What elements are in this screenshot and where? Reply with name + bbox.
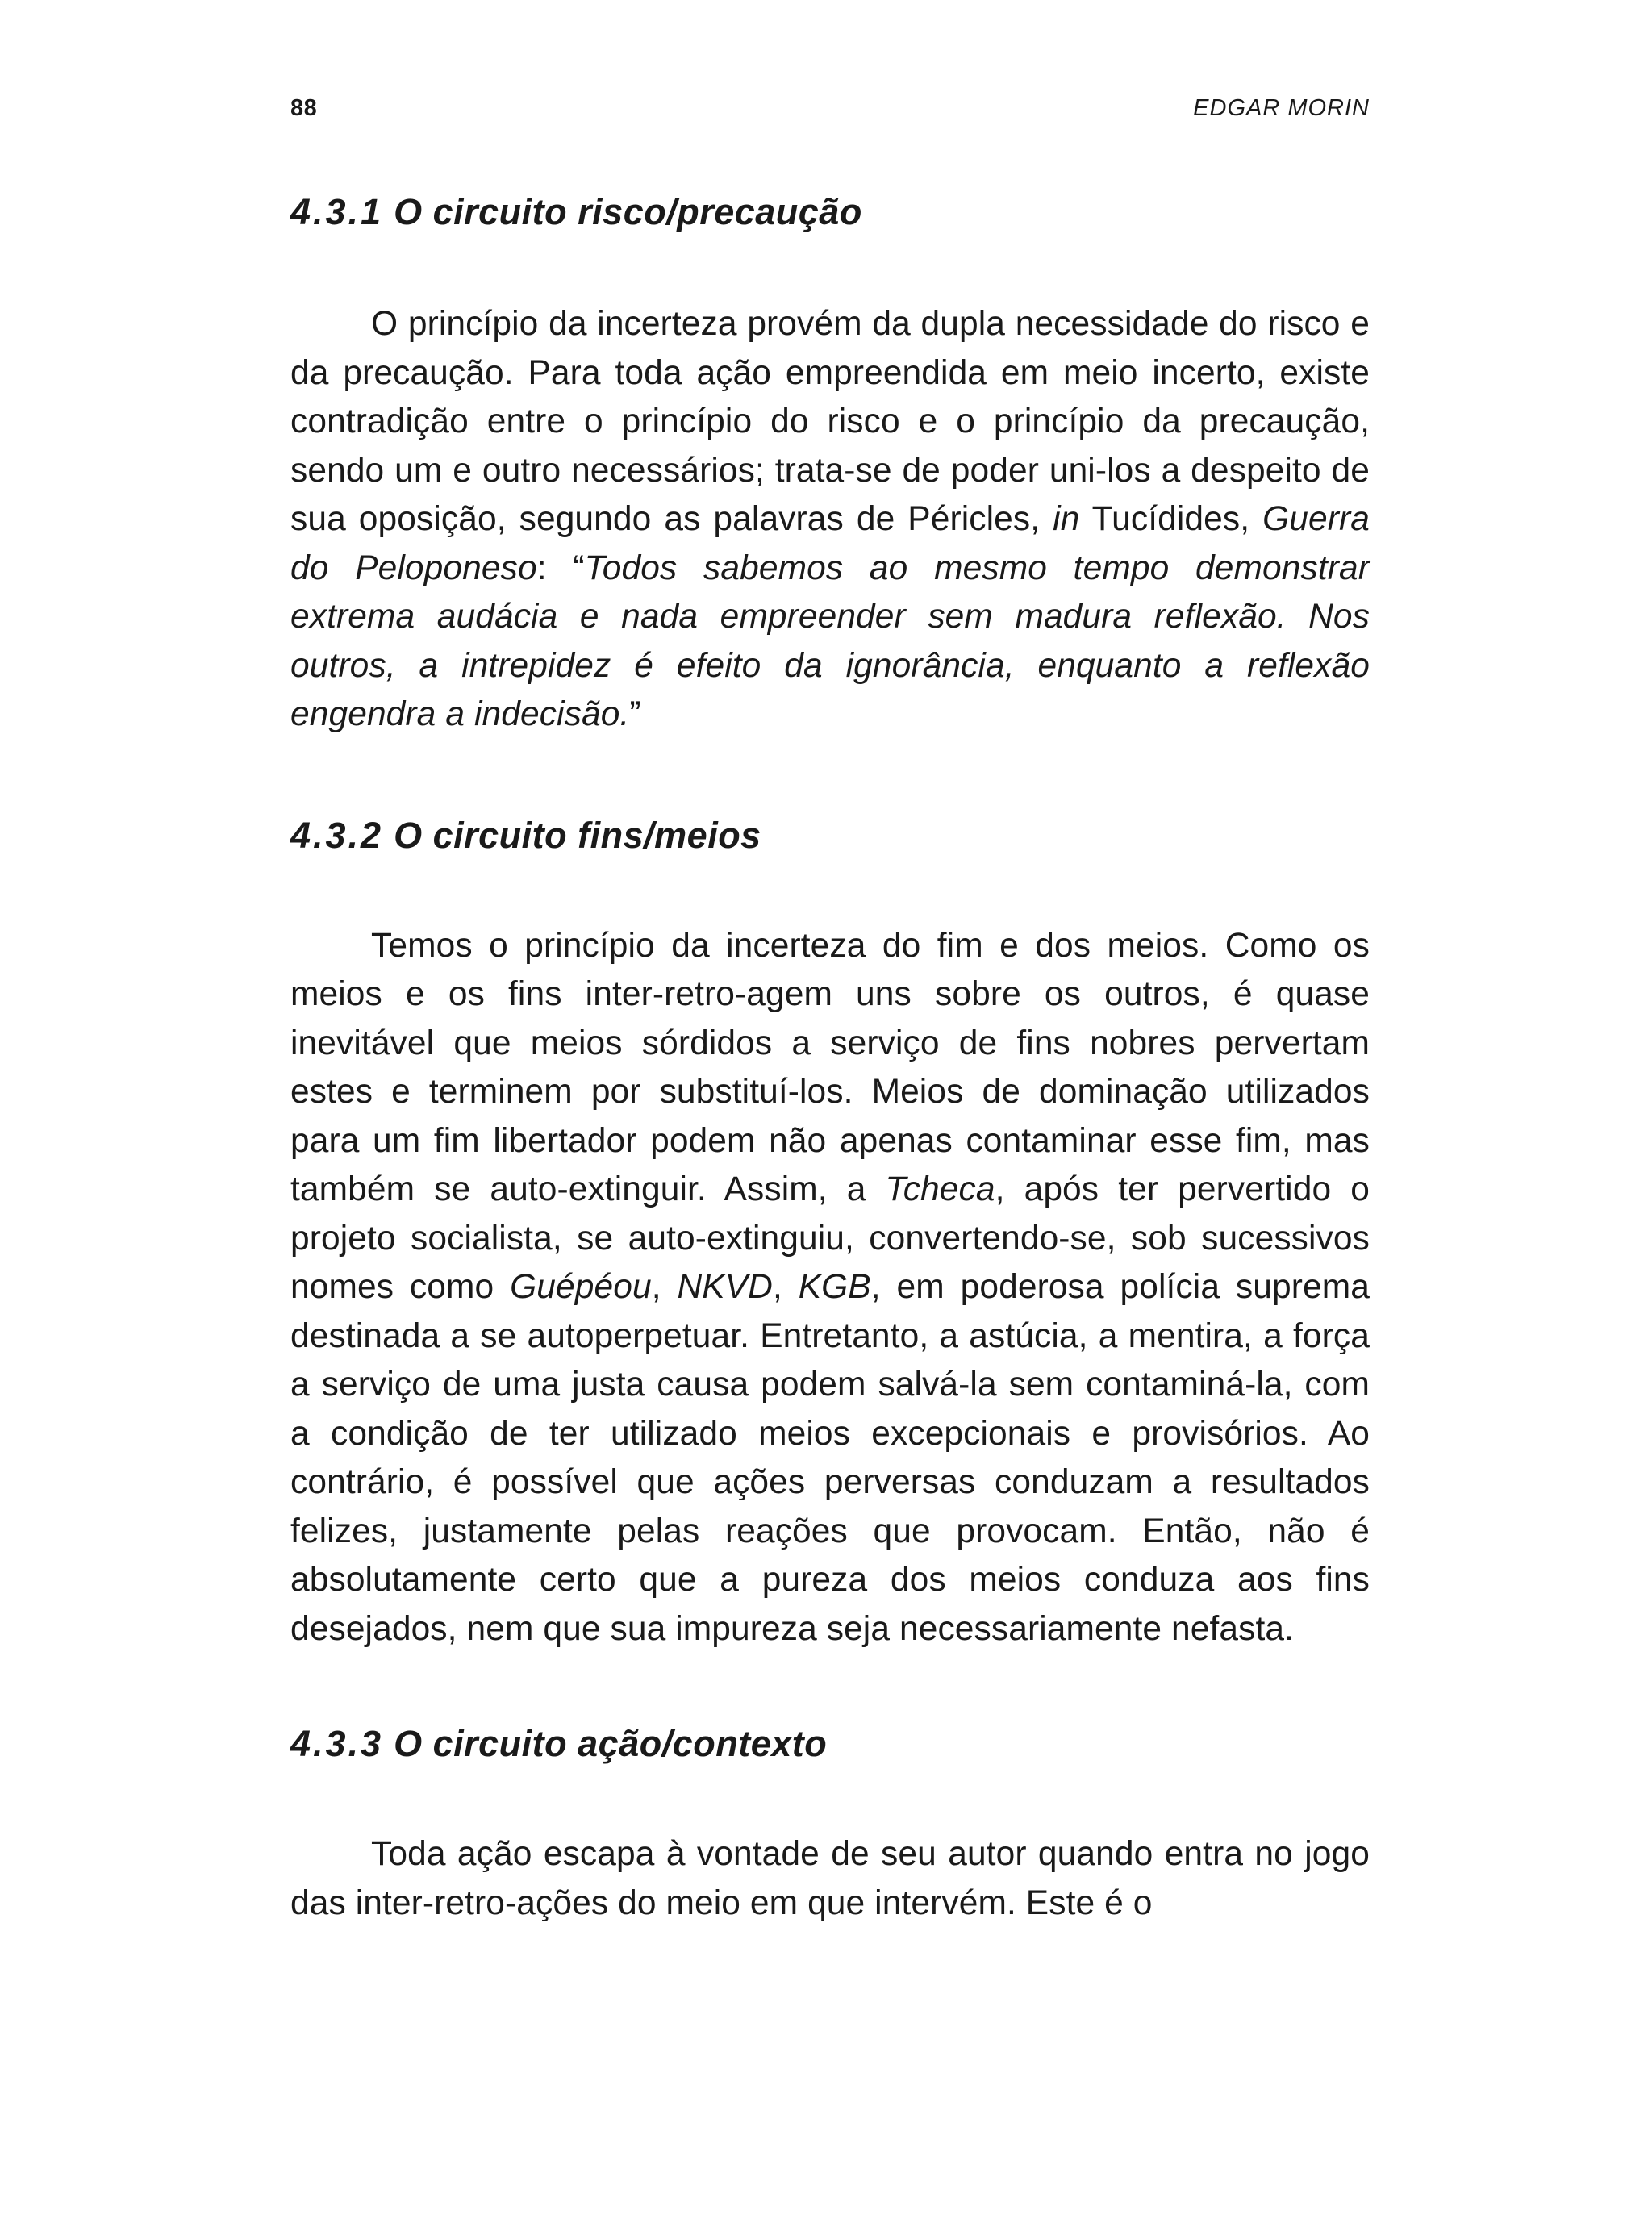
paragraph-risco-precaucao — [290, 300, 1370, 740]
text-run: , após ter pervertido o projeto socialista, se auto-extinguiu, convertendo-se, sob sucessivos nomes como — [290, 1170, 1370, 1306]
italic-run: Guépéou — [510, 1268, 652, 1306]
running-title: EDGAR MORIN — [1193, 95, 1370, 121]
paragraph-acao-contexto — [290, 1830, 1370, 1928]
page-body — [290, 181, 1370, 1928]
text-run: , em poderosa polícia suprema destinada a se autoperpetuar. Entretanto, a astúcia, a mentira, a força a serviço de uma justa causa podem salvá-la sem contaminá-la, com a condição de ter utilizado meios excepcionais e provisórios. Ao contrário, é possível que ações perversas conduzam a resultados felizes, justamente pelas reações que provocam. Então, não é absolutamente certo que a pureza dos meios conduza aos fins desejados, nem que sua impureza seja necessariamente nefasta. — [290, 1268, 1370, 1648]
section-number: 4.3.2 — [290, 814, 384, 856]
section-title: O circuito fins/meios — [394, 814, 761, 856]
italic-run: Tcheca — [885, 1170, 995, 1208]
italic-run: KGB — [798, 1268, 871, 1306]
section-heading-4-3-2 — [290, 815, 1370, 857]
section-number: 4.3.1 — [290, 191, 384, 232]
text-run: : “ — [536, 549, 585, 587]
text-run: Temos o princípio da incerteza do fim e dos meios. Como os meios e os fins inter-retro-agem uns sobre os outros, é quase inevitável que meios sórdidos a serviço de fins nobres pervertam estes e terminem por substituí-los. Meios de dominação utilizados para um fim libertador podem não apenas contaminar esse fim, mas também se auto-extinguir. Assim, a — [290, 926, 1370, 1208]
italic-run: Guerra do Peloponeso — [290, 500, 1370, 587]
text-run: , — [651, 1268, 678, 1306]
paragraph-fins-meios — [290, 922, 1370, 1654]
text-run: Tucídides, — [1079, 500, 1263, 538]
italic-run: in — [1053, 500, 1080, 538]
text-run: , — [772, 1268, 799, 1306]
section-heading-4-3-1 — [290, 191, 1370, 233]
page-number: 88 — [290, 95, 318, 121]
text-run: ” — [629, 695, 641, 733]
text-run: Toda ação escapa à vontade de seu autor quando entra no jogo das inter-retro-ações do meio em que intervém. Este é o — [290, 1835, 1370, 1922]
section-heading-4-3-3 — [290, 1723, 1370, 1765]
text-run: O princípio da incerteza provém da dupla necessidade do risco e da precaução. Para toda ação empreendida em meio incerto, existe contradição entre o princípio do risco e o princípio da precaução, sendo um e outro necessários; trata-se de poder uni-los a despeito de sua oposição, segundo as palavras de Péricles, — [290, 305, 1370, 538]
section-number: 4.3.3 — [290, 1723, 384, 1764]
italic-run: NKVD — [677, 1268, 773, 1306]
italic-quote: Todos sabemos ao mesmo tempo demonstrar extrema audácia e nada empreender sem madura reflexão. Nos outros, a intrepidez é efeito da ignorância, enquanto a reflexão engendra a indecisão. — [290, 549, 1370, 733]
section-title: O circuito ação/contexto — [394, 1723, 828, 1764]
running-header — [290, 95, 1370, 127]
section-title: O circuito risco/precaução — [394, 191, 862, 232]
